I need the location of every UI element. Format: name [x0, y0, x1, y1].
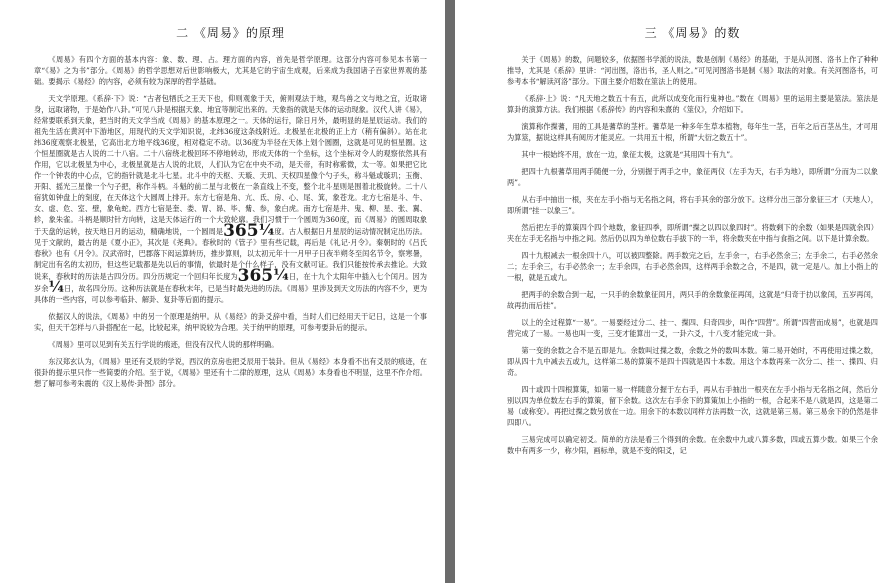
fraction: ¼ — [48, 278, 65, 296]
paragraph: 四十或四十四根算策，如第一易一样随意分握于左右手，再从右手抽出一根夹在左手小指与无名指之间，然后分别以四为单位数左右手的算策，留下余数。这次左右手余下的算策加上小指的一根，合起来不是八就是四，这是第二易（或称变）。再把过揲之数另放在一边。用余下的本数以同样方法再数一次，这就是第三易。第三易余下的仍然是非四即八。 — [507, 385, 878, 427]
paragraph: 《周易》有四个方面的基本内容：象、数、理、占。理方面的内容，首先是哲学原理。这部分内容可参见本书第一章“《易》之为书”部分。《周易》的哲学思想对后世影响极大，尤其是它的宇宙生成观，后来成为我国诸子百家世界观的基础。要揭示《易经》的内容，必须有较为深厚的哲学基础。 — [34, 55, 427, 86]
paragraph: 依据汉人的说法，《周易》中的另一个原理是纳甲。从《易经》的卦爻辞中看，当时人们已经用天干记日，这是一个事实，但天干怎样与八卦搭配在一起，比较起来，纳甲说较为合理。关于纳甲的原理，可参考要卦后的提示。 — [34, 312, 427, 332]
fraction: ¼ — [258, 221, 275, 239]
paragraph: 演算称作揲蓍，用的工具是蓍草的茎杆。蓍草是一种多年生草本植物，每年生一茎，百年之后百茎丛生，才可用为算筮，据说这样具有阅历才能灵应。一共用五十根，所谓“大衍之数五十”。 — [507, 122, 878, 142]
page-title: 二 《周易》的原理 — [176, 26, 285, 40]
page-gutter — [445, 0, 455, 583]
paragraph: 东汉郑玄认为，《周易》里还有爻辰的学说，西汉的京房也把爻辰用于装卦。但从《易经》本身看不出有爻辰的痕迹，在很卦的提示里只作一些简要的介绍。至于说，《周易》里还有十二律的原理，这从《周易》本身看也不明显，这里不作介绍。想了解可参考朱震的《汉上易传·卦图》部分。 — [34, 357, 427, 388]
paragraph: 然后把左手的算策四个四个地数，象征四季，即所谓“揲之以四以象四时”。将数剩下的余数（如果是四就余四）夹在左手无名指与中指之间。然后仍以四为单位数右手拔下的一半，将余数夹在中指与食指之间。以下是计算余数。 — [507, 223, 878, 243]
left-page — [0, 0, 445, 583]
paragraph: 四十九根减去一根余四十八，可以被四整除。两手数完之后，左手余一，右手必然余三；左手余二，右手必然余二；左手余三，右手必然余一；左手余四，右手必然余四，这样两手余数之合，不是四，就一定是八。加上小指上的一根，就是五或九。 — [507, 251, 878, 282]
paragraph: 把四十九根蓍草用两手随便一分，分别握于两手之中，象征两仪（左手为天，右手为地），即所谓“分而为二以象两”。 — [507, 167, 878, 187]
page-title: 三 《周易》的数 — [644, 26, 741, 40]
right-page — [455, 0, 896, 583]
text-run: 日，故名四分历。这种历法就是在春秋末年，已是当时最先进的历法。《周易》里涉及到天文历法的内容不少，更为具体的一些内容，可以参考临卦、解卦、复卦等后面的提示。 — [34, 284, 428, 304]
paragraph: 把两手的余数合到一起，一只手的余数象征闰月，两只手的余数象征再闰，这就是“归奇于扐以象闰，五岁再闰，故再扐而后挂”。 — [507, 290, 878, 310]
paragraph: 以上的全过程算“一易”。一易要经过分二、挂一、揲四、归奇四步，叫作“四营”。所谓“四营而成易”，也就是四营完成了一易。一易也叫一变，三变才能算出一爻，一卦六爻，十八变才能完成一卦。 — [507, 318, 878, 338]
text-run: 度。古人根据日月星辰的运动情况制定出历法。见于文献的，最古的是《夏小正》，其次是《尧典》。春秋时的《管子》里有些记载，再后是《礼记·月令》。秦朝时的《吕氏春秋》也有《月令》。汉武帝时，巴郡落下闳运算转历，推步算则，以太初元年十一月甲子日夜半朔冬至闰名节令，察寒暑，制定出有名的太初历，但这些记载都是先以后的事情，依最时是个什么样子，没有文献可证。我们只能按传承去推论。大致说来，春秋时的历法是古四分历。四分历规定一个回归年长度为 — [34, 227, 427, 281]
paragraph-astronomy — [34, 93, 427, 305]
paragraph: 关于《周易》的数，问题较多，依据图书学派的说法，数是创制《易经》的基础，于是从河图、洛书上作了种种推导，尤其是《系辞》里讲：“河出图，洛出书，圣人则之。”可见河图洛书是制《易》取法的对象。有关河图洛书，可参考本书“解读河洛”部分。下面主要介绍数在筮法上的使用。 — [507, 55, 878, 86]
paragraph: 从右手中抽出一根，夹在左手小指与无名指之间，将右手其余的部分放下。这样分出三部分象征三才（天地人），即所谓“挂一以象三”。 — [507, 195, 878, 215]
paragraph: 《系辞·上》说：“凡天地之数五十有五，此所以成变化而行鬼神也。”数在《周易》里的运用主要是筮法。筮法是算卦的演算方法。我们根据《系辞传》的内容和朱熹的《筮仪》，介绍如下。 — [507, 94, 878, 114]
text-run: 日，在十九个太阳年中插入七个闰月。因为岁余 — [34, 272, 427, 293]
paragraph: 《周易》里可以见到有关五行学说的痕迹，但没有汉代人说的那样明确。 — [48, 340, 279, 349]
big-number: 365 — [223, 221, 259, 241]
paragraph: 其中一根始终不用，放在一边，象征太极，这就是“其用四十有九”。 — [521, 150, 738, 159]
text-run: 天文学原理。《系辞·下》说：“古者包牺氏之王天下也，仰则观象于天，俯则观法于地，观鸟兽之文与地之宜，近取诸身，远取诸物，于是始作八卦。”可见八卦是根据天象、地宜等制定出来的。天象指的就是天体的运动现象。汉代人讲《易》，经常要联系到天象，把当时的天文学当成《周易》的基本原理之一。天体的运行，除日月外，最明显的是星辰运动。我们的祖先生活在黄河中下游地区，用现代的天文学知识说，北纬36度这条线附近。北极星在北极的正上方（稍有偏斜）。站在北纬36度观察北极星，它高出北方地平线36度，相对稳定不动。以36度为半径在天体上划个圆圈，这就是可见的恒星圈。这个恒星圈就是古人说的二十八宿。二十八宿绕北极回环不停地转动，形成天体的一个坐标，这个坐标对令人的观察依然具有作用，它以北极星为中心，北极星就是古人说的北辰，人们认为它在中央不动，是天帝，有时称紫微，太一等。如果把它比作一个钟表的中心点，它的指针就是北斗七星。北斗中的天枢、天璇、天玑、天权四星像个勺子头，称斗魁或璇玑；玉衡、开阳、摇光三星像一个勺子把，称作斗柄。斗魁的前二星与北极在一条直线上不变，整个北斗星则是围着北极旋转。二十八宿犹如钟盘上的刻度，在天体这个大圆周上排开。东方七宿是角、亢、氐、房、心、尾、箕，象苍龙。北方七宿是斗、牛、女、虚、危、室、壁，象龟蛇。西方七宿是奎、娄、胃、昴、毕、觜、参，象白虎。南方七宿是井、鬼、柳、星、张、翼、轸，象朱雀。斗柄是顺时针方向转，这是天体运行的一个大致轮廓。我们习惯于一个圆周为360度，而《周易》的圆周取象于天盘的运转，按天地日月的运动，精确地说，一个圆周是 — [34, 94, 427, 236]
paragraph: 三易完成可以确定初爻。简单的方法是看三个得到的余数。在余数中九或八算多数，四或五算少数。如果三个余数中有两多一少，称少阳，画标单，就是不变的阳爻，记 — [507, 435, 878, 455]
fraction: ¼ — [273, 266, 289, 284]
big-number: 365 — [237, 266, 274, 286]
paragraph: 第一变的余数之合不是五即是九。余数叫过揲之数，余数之外的数叫本数。第二易开始时，不再使用过揲之数，即从四十九中减去五或九，这样第二易的算策不是四十四就是四十本数。用这个本数再来一次分二、挂一、揲四、归奇。 — [507, 346, 878, 377]
